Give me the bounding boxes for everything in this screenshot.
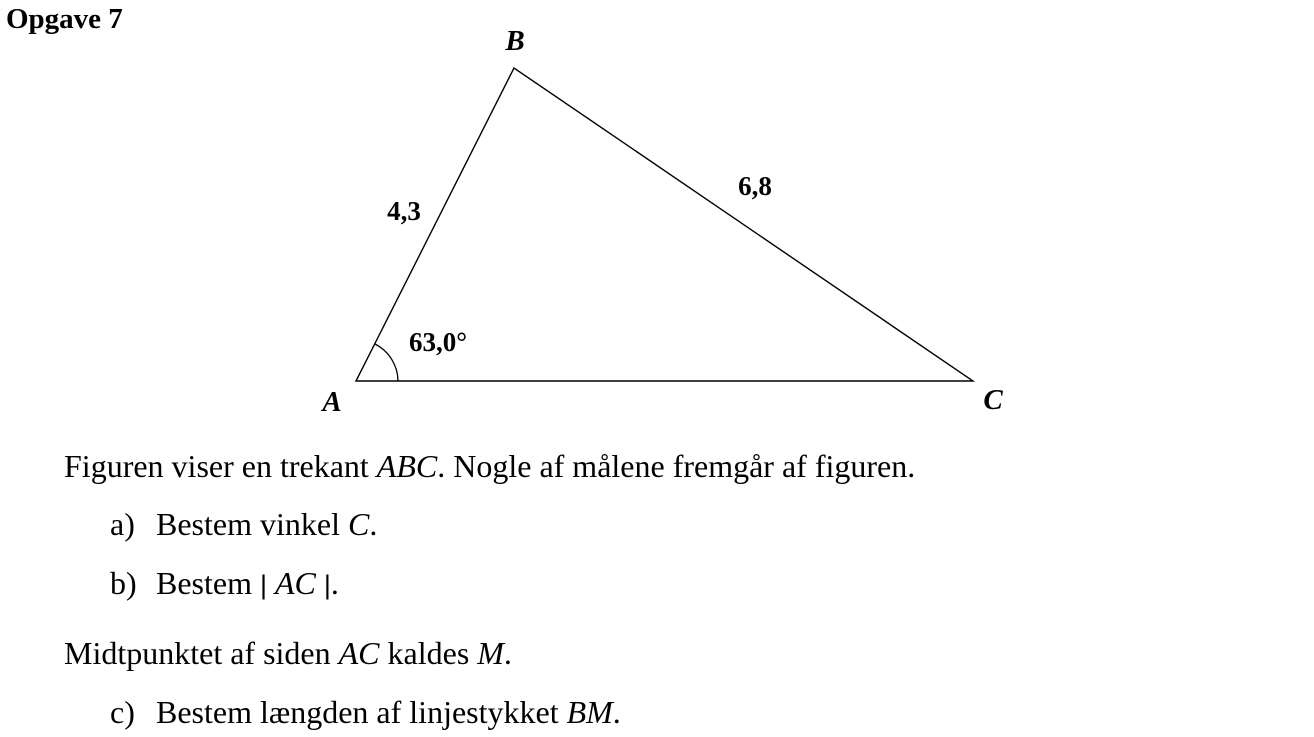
midpoint-side: AC	[338, 635, 380, 671]
question-b-bar-open: |	[259, 570, 267, 600]
question-a	[110, 505, 377, 543]
question-b-label: b)	[110, 565, 137, 601]
question-c-prefix: Bestem længden af linjestykket	[156, 694, 567, 730]
question-a-math: C	[347, 506, 370, 542]
question-a-prefix: Bestem vinkel	[156, 506, 348, 542]
intro-sentence	[64, 447, 915, 485]
midpoint-middle: kaldes	[379, 635, 478, 671]
midpoint-sentence	[64, 634, 512, 672]
question-c-suffix: .	[612, 694, 621, 730]
question-b	[110, 564, 339, 604]
angle-a-arc	[375, 344, 398, 381]
midpoint-suffix: .	[503, 635, 512, 671]
question-b-suffix: .	[330, 565, 339, 601]
question-a-label: a)	[110, 506, 135, 542]
intro-prefix: Figuren viser en trekant	[64, 448, 377, 484]
question-b-prefix: Bestem	[156, 565, 260, 601]
question-c-math: BM	[566, 694, 613, 730]
intro-triangle-name: ABC	[376, 448, 438, 484]
intro-suffix: . Nogle af målene fremgår af figuren.	[437, 448, 916, 484]
question-a-suffix: .	[369, 506, 378, 542]
side-bc-length: 6,8	[738, 171, 772, 201]
question-b-bar-close: |	[323, 570, 331, 600]
midpoint-prefix: Midtpunktet af siden	[64, 635, 339, 671]
angle-a-measure: 63,0°	[409, 327, 468, 357]
exercise-title: Opgave 7	[6, 3, 123, 35]
midpoint-point: M	[477, 635, 504, 671]
vertex-label-a: A	[322, 386, 342, 418]
vertex-label-c: C	[983, 384, 1003, 416]
side-ab-length: 4,3	[387, 196, 421, 226]
question-b-math: AC	[275, 565, 316, 601]
question-c	[110, 693, 621, 731]
question-c-label: c)	[110, 694, 135, 730]
vertex-label-b: B	[505, 25, 525, 57]
